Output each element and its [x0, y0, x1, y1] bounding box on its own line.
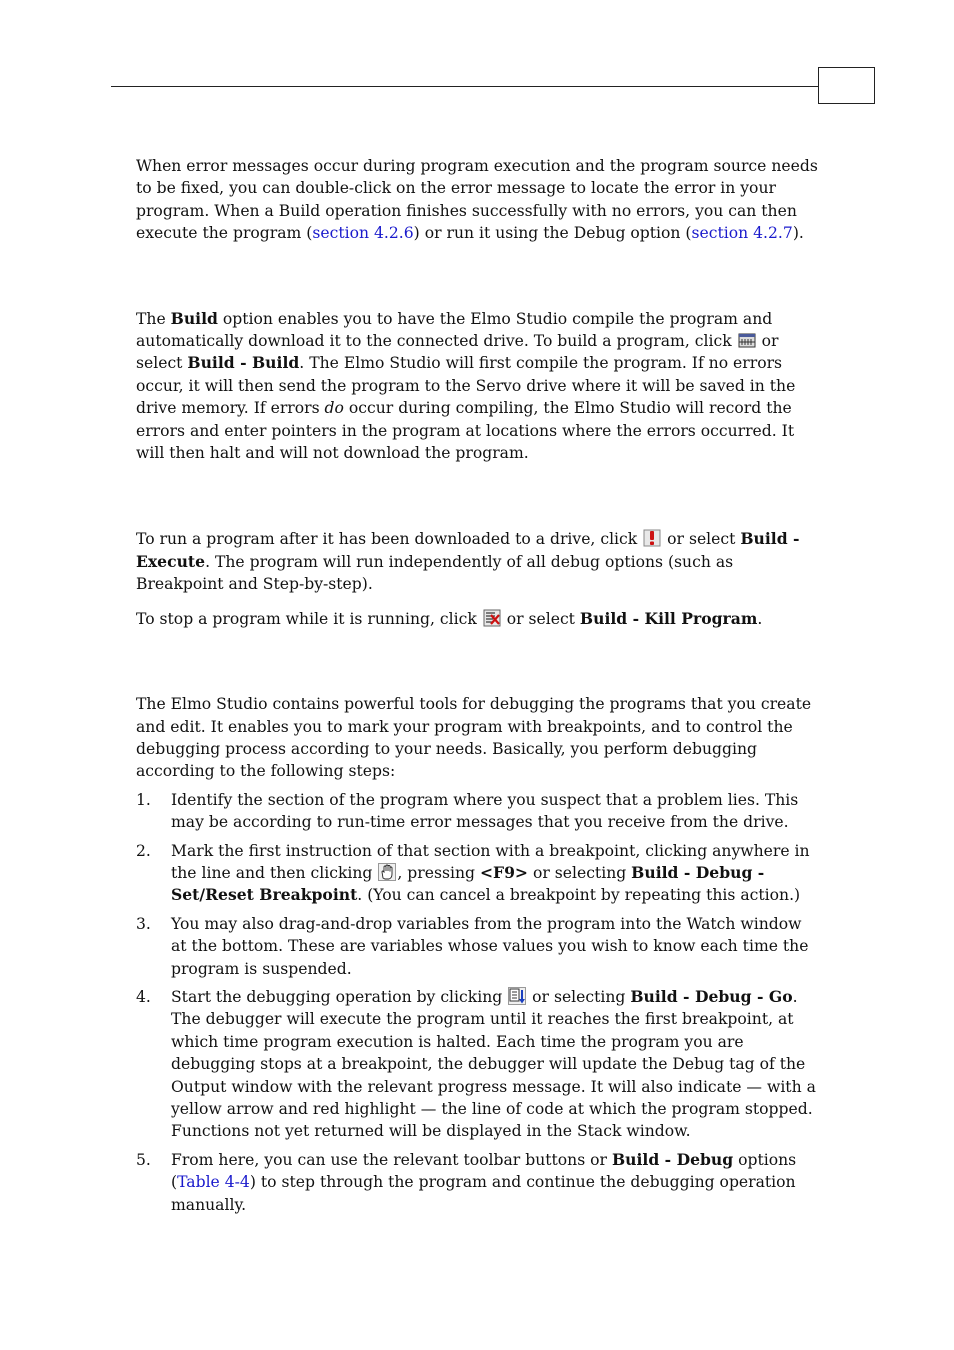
text: ) or run it using the Debug option (	[413, 224, 692, 243]
text: ).	[792, 224, 804, 243]
text: or select	[501, 609, 580, 628]
debug-go-icon	[508, 987, 526, 1005]
link-section-4-2-7[interactable]: section 4.2.7	[691, 224, 793, 243]
paragraph-run	[136, 528, 821, 595]
page-number-box	[818, 67, 875, 104]
build-toolbar-icon	[738, 331, 756, 349]
paragraph-errors	[136, 155, 821, 245]
text: Start the debugging operation by clicking	[171, 987, 508, 1006]
text: .	[757, 609, 763, 628]
bold-text: Build - Debug - Set/Reset Breakpoint	[171, 862, 765, 905]
debug-steps-list	[136, 789, 821, 1216]
bold-text: Build	[170, 308, 218, 328]
bold-text: Build - Execute	[136, 529, 800, 571]
text: The Elmo Studio contains powerful tools for debugging the programs that you create and edit. It enables you to mark your program with breakpoints, and to control the debugging process according to your needs. Basically, you perform debugging according to the following steps:	[136, 695, 812, 781]
text: Identify the section of the program where you suspect that a problem lies. This may be according to run-time error messages that you receive from the drive.	[171, 790, 799, 832]
text: Mark the first instruction of that section with a breakpoint, clicking anywhere in the line and then clicking	[171, 841, 810, 882]
list-item	[136, 789, 821, 834]
list-item	[136, 1149, 821, 1216]
list-number: 4.	[136, 987, 151, 1006]
bold-text: <F9>	[479, 862, 528, 882]
text: or selecting	[528, 863, 632, 882]
text: From here, you can use the relevant toolbar buttons or	[171, 1150, 612, 1169]
bold-text: Build - Kill Program	[579, 608, 758, 628]
text: To stop a program while it is running, click	[136, 609, 482, 628]
text: , pressing	[397, 863, 480, 882]
paragraph-stop	[136, 608, 821, 630]
text: ) to step through the program and continue the debugging operation manually.	[171, 1173, 796, 1214]
list-item	[136, 913, 821, 980]
text: . (You can cancel a breakpoint by repeating this action.)	[357, 886, 801, 905]
text: You may also drag-and-drop variables from the program into the Watch window at the bottom. These are variables whose values you wish to know each time the program is suspended.	[171, 914, 809, 978]
text: . The Elmo Studio will first compile the program. If no errors occur, it will then send the program to the Servo drive where it will be saved in the drive memory. If errors	[136, 354, 796, 418]
paragraph-debug	[136, 693, 821, 783]
text: To run a program after it has been downloaded to a drive, click	[136, 530, 643, 549]
hand-breakpoint-icon	[378, 863, 396, 881]
text: or select	[136, 332, 779, 373]
text: . The debugger will execute the program until it reaches the first breakpoint, at which time program execution is halted. Each time the program you are debugging stops at a breakpoint, the debugger will update the Debug tag of the Output window with the relevant progress message. It will also indicate — with a yellow arrow and red highlight — the line of code at which the program stopped. Functions not yet returned will be displayed in the Stack window.	[171, 987, 816, 1141]
text: . The program will run independently of all debug options (such as Breakpoint and Step-by-step).	[136, 552, 734, 594]
paragraph-build	[136, 308, 821, 465]
bold-text: Build - Build	[187, 353, 300, 373]
kill-program-icon	[483, 609, 501, 627]
text: When error messages occur during program execution and the program source needs to be fixed, you can double-click on the error message to locate the error in your program. When a Build operation finishes successfully with no errors, you can then execute the program (	[136, 157, 818, 243]
list-item	[136, 840, 821, 907]
text: option enables you to have the Elmo Studio compile the program and automatically download it to the connected drive. To build a program, click	[136, 309, 773, 351]
list-number: 1.	[136, 790, 151, 809]
text: The	[136, 309, 171, 328]
bold-text: Build - Debug	[611, 1149, 734, 1169]
list-item	[136, 986, 821, 1143]
document-body	[136, 155, 821, 1222]
link-section-4-2-6[interactable]: section 4.2.6	[312, 224, 414, 243]
text: or selecting	[527, 987, 631, 1006]
list-number: 3.	[136, 914, 151, 933]
list-number: 2.	[136, 841, 151, 860]
list-number: 5.	[136, 1150, 151, 1169]
header-rule	[111, 86, 818, 87]
text: occur during compiling, the Elmo Studio will record the errors and enter pointers in the program at locations where the errors occurred. It will then halt and will not download the program.	[136, 399, 795, 463]
link-table-4-4[interactable]: Table 4-4	[177, 1173, 250, 1192]
bold-text: Build - Debug - Go	[630, 986, 793, 1006]
execute-exclamation-icon	[643, 529, 661, 547]
italic-text: do	[324, 399, 344, 418]
text: or select	[662, 530, 741, 549]
text: options (	[171, 1150, 797, 1192]
